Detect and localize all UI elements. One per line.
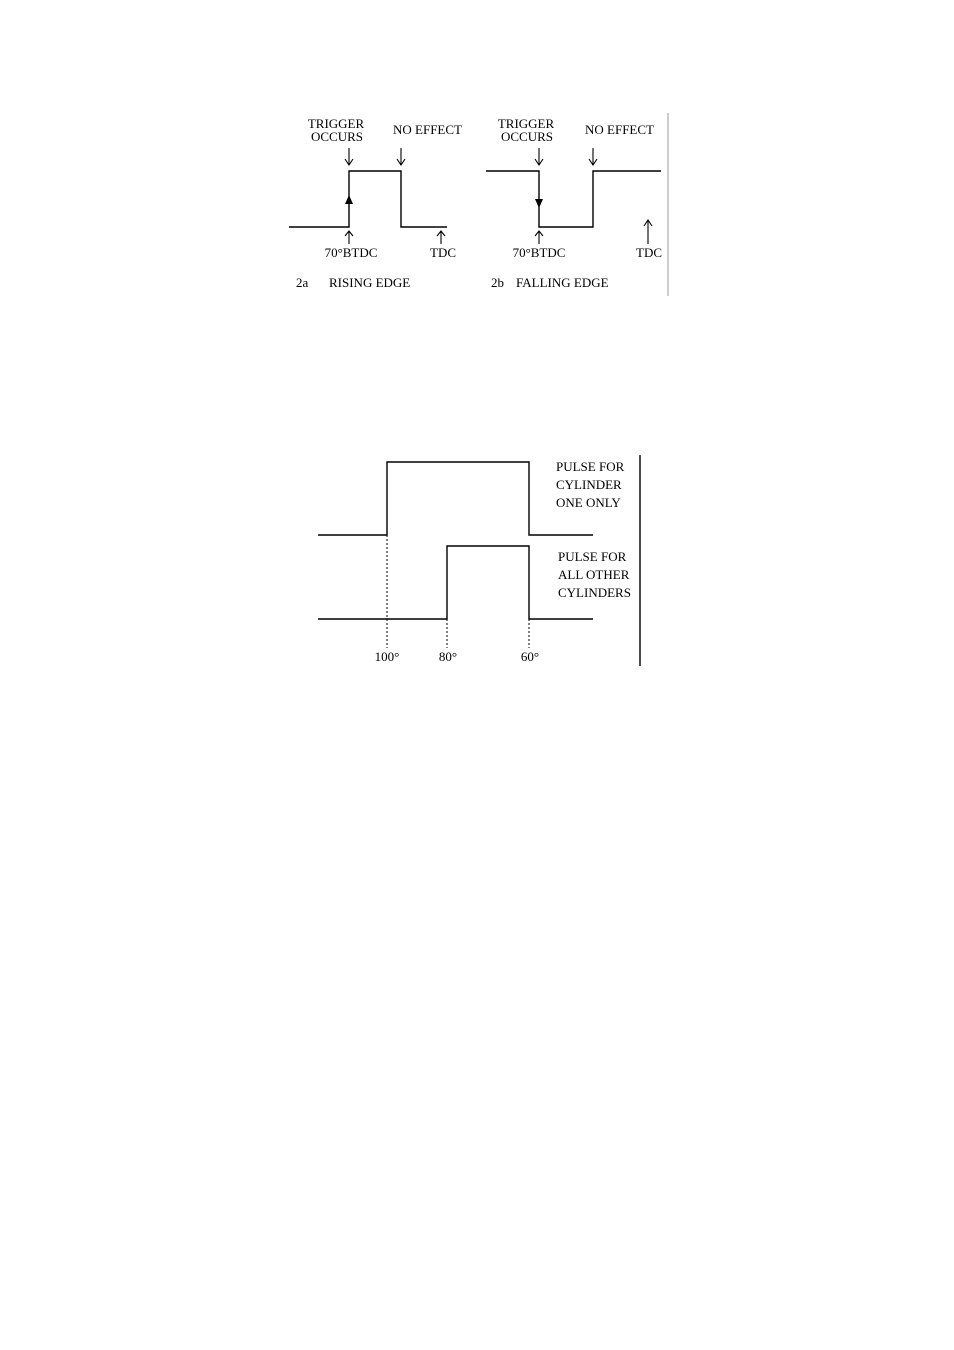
fig2b-waveform: [486, 171, 661, 227]
fig2a-angle-label: 70°BTDC: [324, 245, 378, 260]
fig2b-caption-number: 2b: [491, 275, 504, 290]
fig2b-tdc-label: TDC: [636, 245, 662, 260]
other-cylinders-pulse-waveform: [318, 546, 593, 619]
fig2a-no-effect-arrow-icon: [397, 148, 405, 165]
figure-2b-falling-edge: [486, 116, 662, 290]
fig2a-tdc-arrow-icon: [437, 231, 445, 244]
fig2a-rising-edge-marker-icon: [345, 195, 353, 204]
cylinder-one-label-line1: PULSE FOR: [556, 459, 625, 474]
fig2a-waveform: [289, 171, 447, 227]
fig2a-no-effect-label: NO EFFECT: [393, 122, 462, 137]
fig2b-no-effect-label: NO EFFECT: [585, 122, 654, 137]
fig2a-caption-number: 2a: [296, 275, 309, 290]
fig2a-trigger-arrow-icon: [345, 148, 353, 165]
other-cylinders-label-line2: ALL OTHER: [558, 567, 630, 582]
angle-label-80: 80°: [438, 649, 458, 664]
fig2b-trigger-label-line1: TRIGGER: [497, 116, 555, 131]
fig2b-angle-label: 70°BTDC: [512, 245, 566, 260]
fig2a-trigger-label-line2: OCCURS: [310, 129, 364, 144]
angle-label-100: 100°: [374, 649, 400, 664]
cylinder-one-label-line3: ONE ONLY: [556, 495, 621, 510]
fig2b-caption-text: FALLING EDGE: [516, 275, 609, 290]
fig2b-no-effect-arrow-icon: [589, 148, 597, 165]
pulse-diagram: [318, 455, 640, 666]
cylinder-one-pulse-waveform: [318, 462, 593, 535]
fig2b-trigger-label-line2: OCCURS: [500, 129, 554, 144]
angle-label-60: 60°: [520, 649, 540, 664]
other-cylinders-label-line1: PULSE FOR: [558, 549, 627, 564]
fig2b-falling-edge-marker-icon: [535, 199, 543, 208]
fig2a-angle-arrow-icon: [345, 231, 353, 244]
other-cylinders-label-line3: CYLINDERS: [558, 585, 631, 600]
fig2b-angle-arrow-icon: [535, 231, 543, 244]
fig2b-tdc-arrow-icon: [644, 220, 652, 244]
fig2b-trigger-arrow-icon: [535, 148, 543, 165]
cylinder-one-label-line2: CYLINDER: [556, 477, 622, 492]
figure-2a-rising-edge: [289, 116, 462, 290]
fig2a-trigger-label-line1: TRIGGER: [307, 116, 365, 131]
fig2a-caption-text: RISING EDGE: [329, 275, 411, 290]
fig2a-tdc-label: TDC: [430, 245, 456, 260]
